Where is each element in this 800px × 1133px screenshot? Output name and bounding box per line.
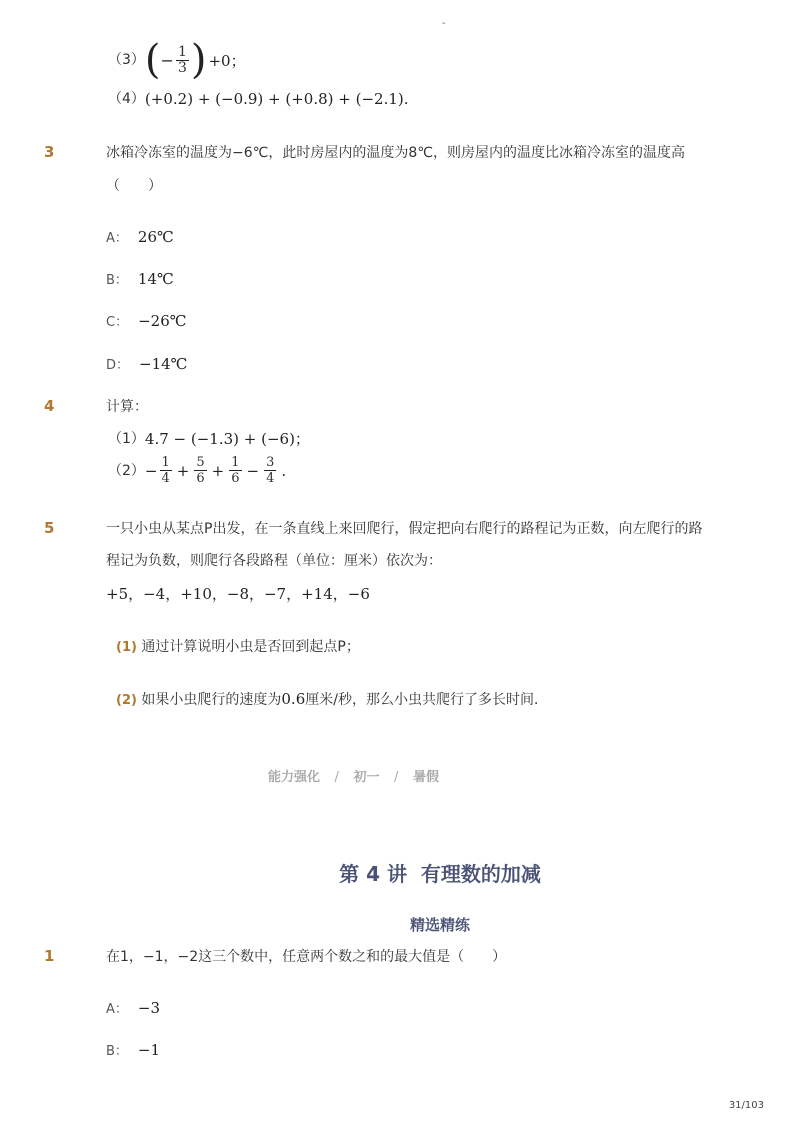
breadcrumb-separator: / — [334, 770, 339, 785]
fraction: $\frac{1}{3}$ — [177, 43, 187, 76]
expression: 4.7 − (−1.3) + (−6)； — [144, 430, 310, 448]
sub-question-2 — [116, 689, 548, 711]
question-stem: 在1，−1，−2这三个数中，任意两个数之和的最大值是（ ） — [106, 949, 507, 965]
right-paren: ) — [190, 37, 207, 83]
lecture-title: 第 4 讲 有理数的加减 — [339, 862, 541, 886]
left-paren: ( — [144, 37, 161, 83]
plus-sign: + — [176, 461, 190, 480]
item-label: （2） — [108, 462, 145, 479]
sub-text-b: 厘米/秒，那么小虫共爬行了多长时间． — [305, 692, 548, 708]
answer-blank: （ ） — [106, 178, 162, 194]
end-dot: . — [281, 461, 287, 480]
breadcrumb-item: 能力强化 — [268, 770, 321, 785]
option-b[interactable]: B： −1 — [106, 1041, 161, 1059]
sub-label: (2) — [116, 693, 137, 708]
question-number: 1 — [44, 947, 55, 965]
question-stem: 计算： — [106, 399, 148, 415]
q4-item-1 — [108, 428, 310, 449]
fraction-4: $\frac{3}{4}$ — [266, 455, 275, 486]
option-a[interactable]: A： 26℃ — [106, 228, 174, 246]
option-b[interactable]: B： 14℃ — [106, 270, 174, 288]
minus-sign: − — [160, 50, 174, 70]
distance-sequence: +5，−4，+10，−8，−7，+14，−6 — [106, 585, 370, 603]
fraction-1: $\frac{1}{4}$ — [161, 455, 170, 486]
fraction-2: $\frac{5}{6}$ — [196, 455, 205, 486]
sub-label: (1) — [116, 640, 137, 655]
option-a[interactable]: A： −3 — [106, 999, 161, 1017]
option-d[interactable]: D： −14℃ — [106, 355, 188, 373]
prev-item-3 — [108, 38, 246, 82]
breadcrumb-item: 暑假 — [412, 770, 439, 785]
expression-tail: +0； — [208, 51, 246, 70]
question-stem-line-2: 程记为负数，则爬行各段路程（单位：厘米）依次为： — [106, 553, 442, 569]
item-label: （1） — [108, 430, 145, 447]
option-c[interactable]: C： −26℃ — [106, 312, 187, 330]
question-stem: 冰箱冷冻室的温度为−6℃，此时房屋内的温度为8℃，则房屋内的温度比冰箱冷冻室的温度高 — [106, 145, 685, 161]
speed-value: 0.6 — [281, 690, 306, 708]
question-number: 3 — [44, 143, 55, 161]
item-label: （4） — [108, 91, 145, 107]
question-number: 4 — [44, 397, 55, 415]
question-stem-line-1: 一只小虫从某点P出发，在一条直线上来回爬行，假定把向右爬行的路程记为正数，向左爬行的路 — [106, 521, 703, 537]
sub-question-1 — [116, 637, 360, 658]
top-mark: - — [442, 18, 446, 29]
sub-text-a: 如果小虫爬行的速度为 — [141, 692, 282, 708]
sub-text: 通过计算说明小虫是否回到起点P； — [141, 639, 360, 655]
page-number: 31/103 — [728, 1100, 764, 1111]
expression: (+0.2) + (−0.9) + (+0.8) + (−2.1). — [144, 90, 409, 108]
q4-item-2 — [108, 455, 286, 486]
prev-item-4 — [108, 89, 409, 109]
item-label: （3） — [108, 52, 145, 68]
section-title: 精选精练 — [409, 916, 470, 934]
fraction-3: $\frac{1}{6}$ — [231, 455, 240, 486]
question-number: 5 — [44, 519, 55, 537]
minus-sign: − — [144, 461, 158, 480]
plus-sign: + — [211, 461, 225, 480]
breadcrumb-item: 初一 — [353, 770, 380, 785]
breadcrumb-separator: / — [394, 770, 399, 785]
breadcrumb — [268, 766, 439, 785]
minus-sign: − — [246, 461, 260, 480]
